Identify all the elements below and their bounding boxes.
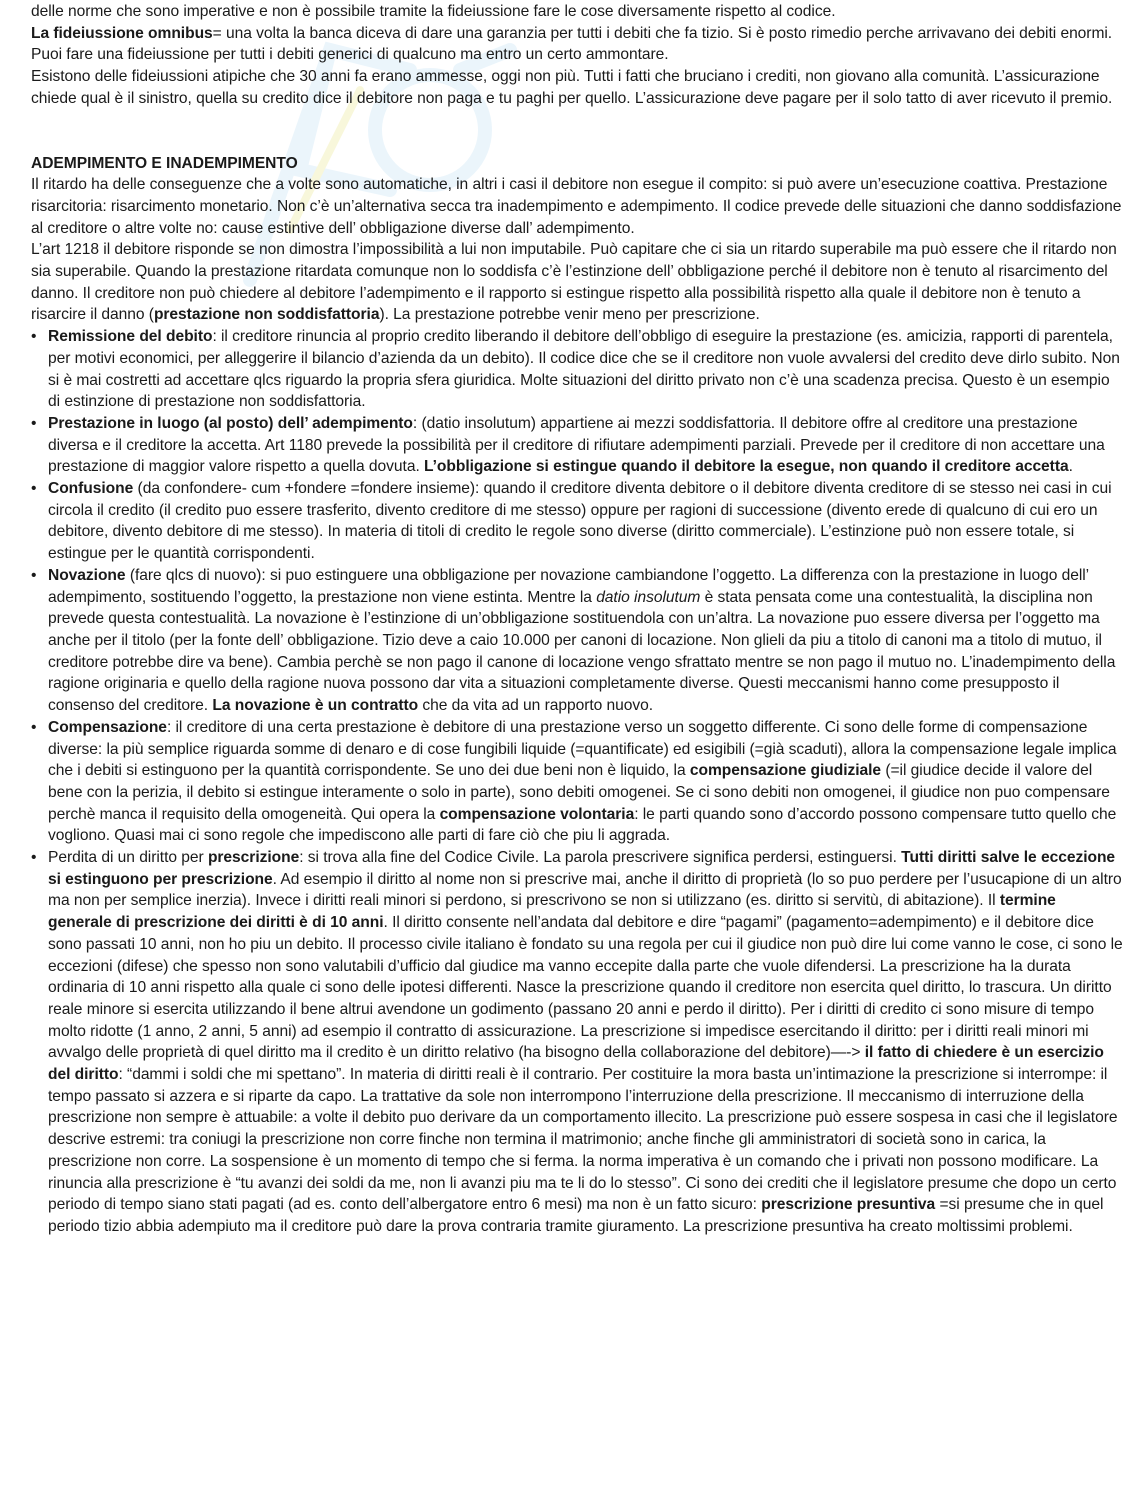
section-paragraph-1: Il ritardo ha delle conseguenze che a volte sono automatiche, in altri i casi il debitore non esegue il compito: si può avere un’esecuzione coattiva. Prestazione risarcitoria: risarcimento monetario. Non c’è un’alternativa secca tra inadempimento e adempimento. Il codice prevede delle situazioni che danno soddisfazione al creditore o altre volte no: cause estintive dell’ obbligazione diverse dall’ adempimento. xyxy=(31,176,1122,237)
list-item-remissione: • Remissione del debito: il creditore rinuncia al proprio credito liberando il debitore dell’obbligo di eseguire la prestazione (es. amicizia, rapporti di parentela, per motivi economici, per alleggerire il bilancio d’azienda da un debito). Il codice dice che se il creditore non vuole avvalersi del credito deve dirlo subito. Non si è mai costretti ad accettare qlcs riguardo la propria sfera giuridica. Molte situazioni del diritto privato non c’è una scadenza precisa. Questo è un esempio di estinzione di prestazione non soddisfattoria. xyxy=(31,326,1123,413)
list-item-compensazione: • Compensazione: il creditore di una certa prestazione è debitore di una prestazione verso un soggetto differente. Ci sono delle forme di compensazione diverse: la più semplice riguarda somme di denaro e di cose fungibili liquide (=quantificate) ed esigibili (=già scaduti), allora la compensazione legale implica che i debiti si estinguono per la quantità corrispondente. Se uno dei due beni non è liquido, la compensazione giudiziale (=il giudice decide il valore del bene con la perizia, il debito si estingue interamente o solo in parte), sono debiti omogenei. Se ci sono debiti non omogenei, il giudice non puo compensare perchè manca il requisito della omogeneità. Qui opera la compensazione volontaria: le parti quando sono d’accordo possono compensare tutto quello che vogliono. Quasi mai ci sono regole che impediscono alle parti di fare ciò che piu li aggrada. xyxy=(31,717,1123,847)
list-item-prescrizione: • Perdita di un diritto per prescrizione: si trova alla fine del Codice Civile. La parola prescrivere significa perdersi, estinguersi. Tutti diritti salve le eccezione si estinguono per prescrizione. Ad esempio il diritto al nome non si prescrive mai, anche il diritto di proprietà (lo so puo perdere per l’usucapione di un altro ma non per semplice inerzia). Invece i diritti reali minori si perdono, si prescrivono se non si utilizzano (es. diritto si servitù, di abitazione). Il termine generale di prescrizione dei diritti è di 10 anni. Il diritto consente nell’andata dal debitore e dire “pagami” (pagamento=adempimento) e il debitore dice sono passati 10 anni, non ho piu un debito. Il processo civile italiano è fondato su una regola per cui il giudice non può dire lui come vanno le cose, ci sono le eccezioni (difese) che spesso non sono valutabili d’ufficio dal giudice ma vanno eccepite dalla parte che vuole difendersi. La prescrizione ha la durata ordinaria di 10 anni rispetto alla quale ci sono delle ipotesi differenti. Nasce la prescrizione quando il creditore non esercita quel diritto, lo trascura. Un diritto reale minore si esercita utilizzando il bene altrui avendone un godimento (passano 20 anni e perdo il diritto). Per i diritti di credito ci sono misure di tempo molto ridotte (1 anno, 2 anni, 5 anni) ad esempio il contratto di assicurazione. La prescrizione si impedisce esercitando il diritto: per i diritti reali minori mi avvalgo delle proprietà di quel diritto ma il credito è un diritto relativo (ha bisogno della collaborazione del debitore)—-> il fatto di chiedere è un esercizio del diritto: “dammi i soldi che mi spettano”. In materia di diritti reali è il contrario. Per costituire la mora basta un’intimazione la prescrizione si interrompe: il tempo passato si azzera e si riparte da capo. La trattative da sole non interrompono l’interruzione della prescrizione. Il meccanismo di interruzione della prescrizione non sempre è attuabile: a volte il debito puo derivare da un comportamento illecito. La prescrizione può essere sospesa in casi che il legislatore descrive estremi: tra coniugi la prescrizione non corre finche non termina il matrimonio; anche finche gli amministratori di società sono in carica, la prescrizione non corre. La sospensione è un momento di tempo che si ferma. la norma imperativa è un comando che i privati non possono modificare. La rinuncia alla prescrizione è “tu avanzi dei soldi da me, non li avanzi piu ma te li do lo stesso”. Ci sono dei crediti che il legislatore presume che dopo un certo periodo di tempo siano stati pagati (ad es. conto dell’albergatore entro 6 mesi) ma non è un fatto sicuro: prescrizione presuntiva =si presume che in quel periodo tizio abbia adempiuto ma il creditore può dare la prova contraria tramite giuramento. La prescrizione presuntiva ha creato moltissimi problemi. xyxy=(31,847,1123,1238)
document-page xyxy=(31,0,1123,1238)
section-paragraph-2: L’art 1218 il debitore risponde se non dimostra l’impossibilità a lui non imputabile. Può capitare che ci sia un ritardo superabile ma può essere che il ritardo non sia superabile. Quando la prestazione ritardata comunque non lo soddisfa c’è l’estinzione dell’ obbligazione perché il debitore non è tenuto al risarcimento del danno. Il creditore non può chiedere al debitore l’adempimento e il rapporto si estingue rispetto alla possibilità rispetto alla quale il debitore non è tenuto a risarcire il danno (prestazione non soddisfattoria). La prestazione potrebbe venir meno per prescrizione. xyxy=(31,241,1117,324)
intro-line: delle norme che sono imperative e non è possibile tramite la fideiussione fare le cose diversamente rispetto al codice. xyxy=(31,3,836,20)
list-item-novazione: • Novazione (fare qlcs di nuovo): si puo estinguere una obbligazione per novazione cambiandone l’oggetto. La differenza con la prestazione in luogo dell’ adempimento, sostituendo l’oggetto, la prestazione non viene estinta. Mentre la datio insolutum è stata pensata come una contestualità, la disciplina non prevede questa contestualità. La novazione è l’estinzione di un’obbligazione sostituendola con un’altra. La novazione puo essere diversa per l’oggetto ma anche per il titolo (per la fonte dell’ obbligazione. Tizio deve a caio 10.000 per canoni di locazione. Non glieli da piu a titolo di canoni ma a titolo di mutuo, il creditore potrebbe dire va bene). Cambia perchè se non pago il canone di locazione vengo sfrattato mentre se non pago il mutuo no. L’inadempimento della ragione originaria e quello della ragione nuova possono dar vita a situazioni completamente diverse. Questi meccanismi hanno come presupposto il consenso del creditore. La novazione è un contratto che da vita ad un rapporto nuovo. xyxy=(31,565,1123,717)
list-item-prestazione-luogo: • Prestazione in luogo (al posto) dell’ adempimento: (datio insolutum) appartiene ai mezzi soddisfattoria. Il debitore offre al creditore una prestazione diversa e il creditore la accetta. Art 1180 prevede la possibilità per il creditore di rifiutare adempimenti parziali. Prevede per il creditore di non accettare una prestazione di maggior valore rispetto a quella dovuta. L’obbligazione si estingue quando il debitore la esegue, non quando il creditore accetta. xyxy=(31,413,1123,478)
omnibus-term: La fideiussione omnibus xyxy=(31,24,213,42)
estinzione-list xyxy=(31,326,1123,1238)
list-item-confusione: • Confusione (da confondere- cum +fondere =fondere insieme): quando il creditore diventa debitore o il debitore diventa creditore di se stesso nei casi in cui circola il credito (il credito puo essere trasferito, divento creditore di me stesso) oppure per ragioni di successione (divento erede di qualcuno di cui ero un debitore, divento debitore di me stesso). In materia di titoli di credito le regole sono diverse (diritto commerciale). L’estinzione può non essere totale, si estingue per le quantità corrispondenti. xyxy=(31,478,1123,565)
atipiche-paragraph: Esistono delle fideiussioni atipiche che 30 anni fa erano ammesse, oggi non più. Tutti i fatti che bruciano i crediti, non giovano alla comunità. L’assicurazione chiede qual è il sinistro, quella su credito dice il debitore non paga e tu paghi per quello. L’assicurazione deve pagare per il solo tatto di aver ricevuto il premio. xyxy=(31,68,1113,107)
omnibus-paragraph: La fideiussione omnibus= una volta la banca diceva di dare una garanzia per tutti i debiti che fa tizio. Si è posto rimedio perche arrivavano dei debiti enormi. Puoi fare una fideiussione per tutti i debiti generici di qualcuno ma entro un certo ammontare. xyxy=(31,24,1113,64)
section-gap xyxy=(31,110,1123,153)
intro-block xyxy=(31,1,1123,110)
section-title: ADEMPIMENTO E INADEMPIMENTO xyxy=(31,154,298,172)
